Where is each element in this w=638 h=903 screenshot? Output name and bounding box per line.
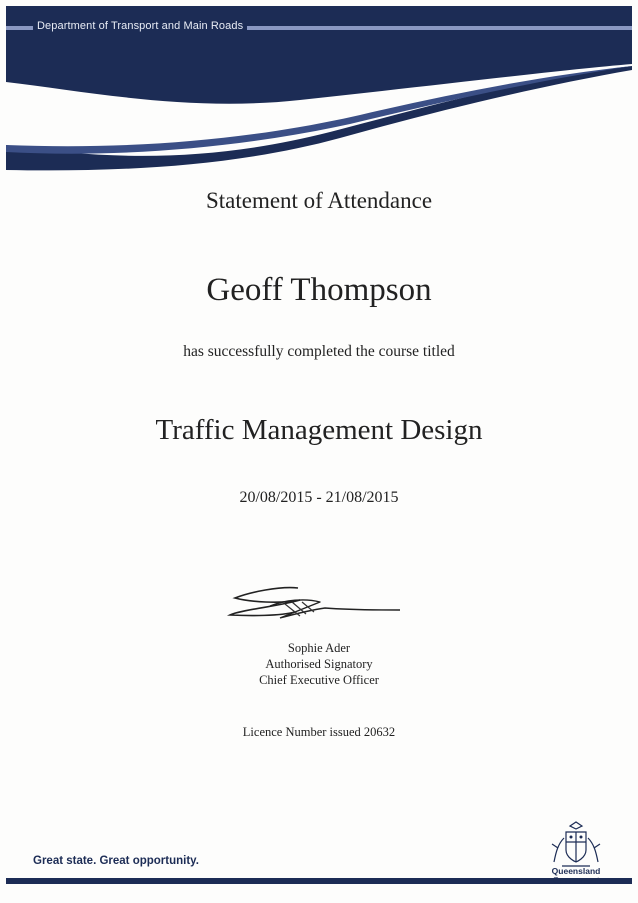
signatory-block <box>0 640 638 688</box>
recipient-name: Geoff Thompson <box>206 272 432 308</box>
signatory-name: Sophie Ader <box>287 641 351 655</box>
signature-image <box>210 580 410 630</box>
footer-bar <box>6 875 632 885</box>
licence-number: Licence Number issued 20632 <box>242 725 396 739</box>
queensland-government-logo <box>548 867 604 885</box>
footer-slogan: Great state. Great opportunity. <box>33 855 199 867</box>
course-title: Traffic Management Design <box>155 414 483 446</box>
signatory-position: Chief Executive Officer <box>259 673 379 687</box>
gov-line-1: Queensland <box>551 866 601 876</box>
gov-line-2: Government <box>552 875 600 885</box>
signatory-role: Authorised Signatory <box>265 657 373 671</box>
queensland-crest-icon <box>548 818 604 870</box>
certificate-title: Statement of Attendance <box>205 188 433 213</box>
completion-text: has successfully completed the course titled <box>183 343 455 360</box>
department-name: Department of Transport and Main Roads <box>33 20 247 32</box>
course-dates: 20/08/2015 - 21/08/2015 <box>239 489 399 506</box>
